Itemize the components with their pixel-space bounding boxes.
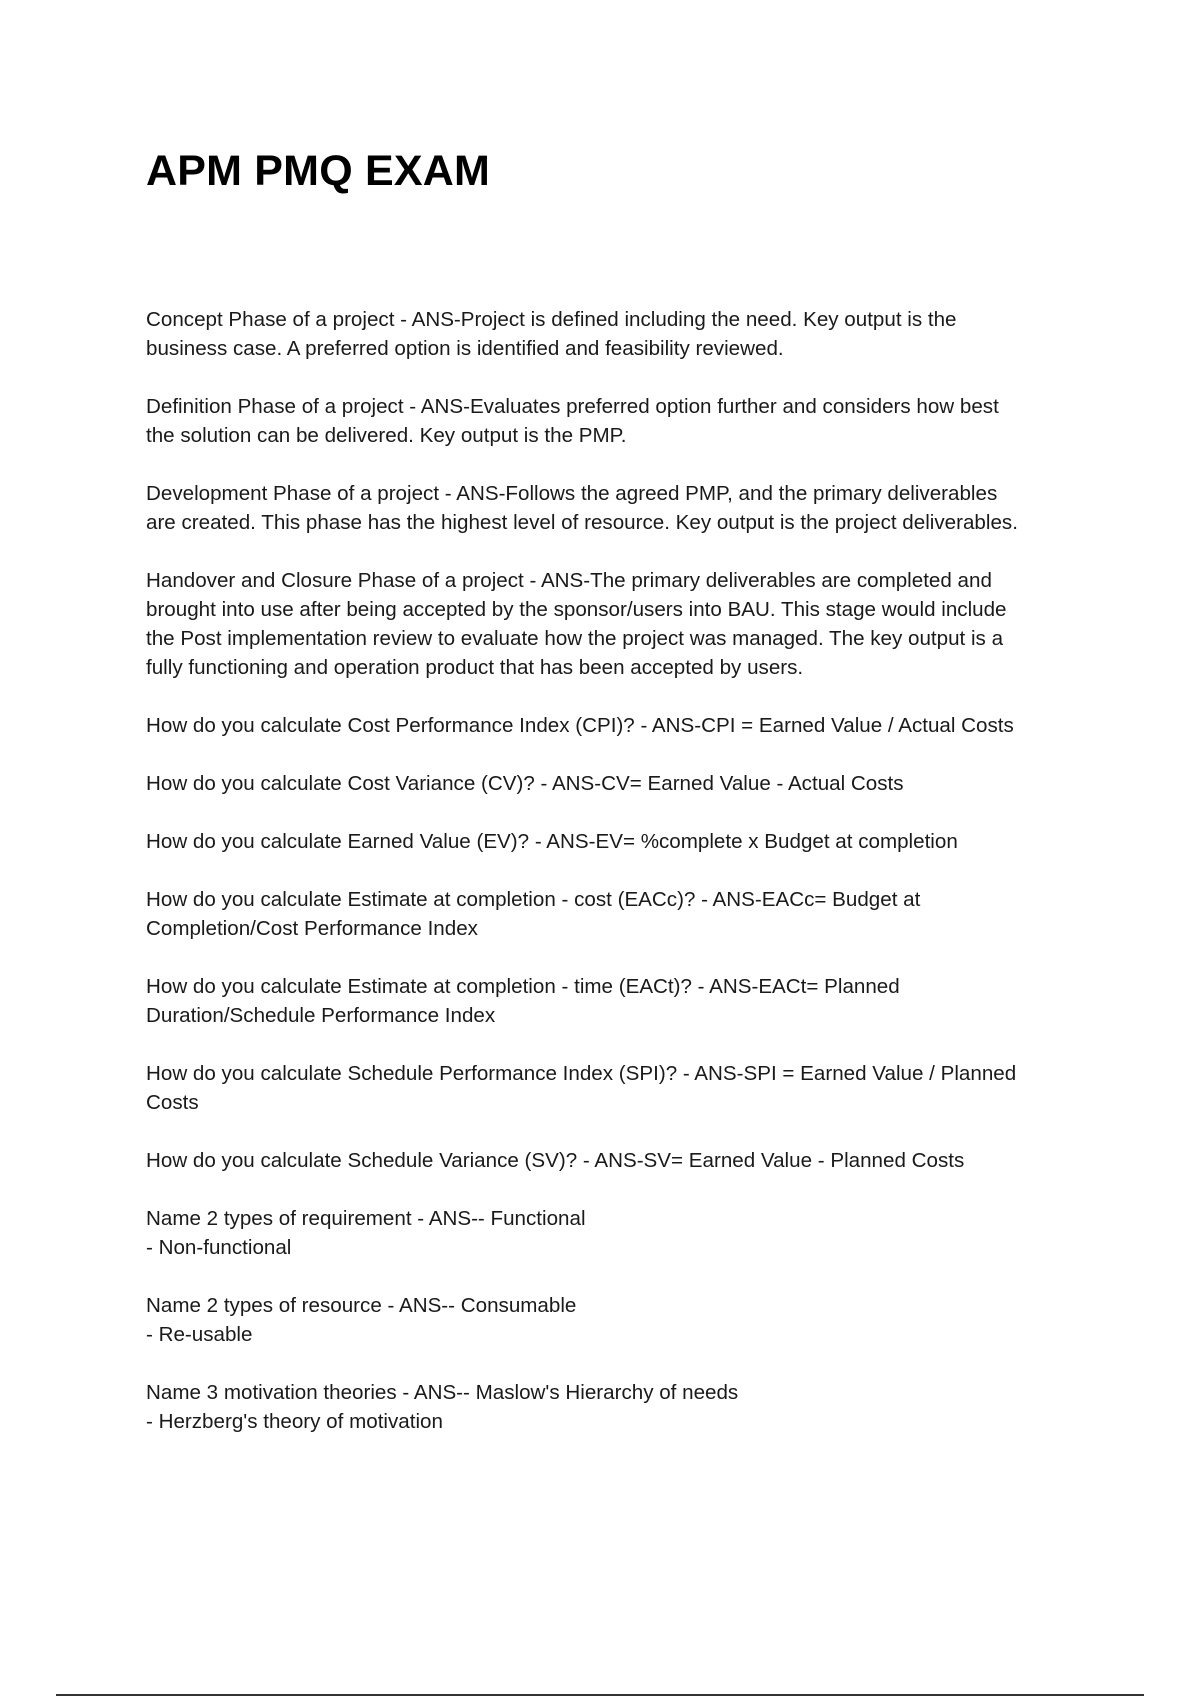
qa-line: How do you calculate Schedule Performance Index (SPI)? - ANS-SPI = Earned Value / Planned <box>146 1062 1017 1085</box>
qa-line: - Non-functional <box>146 1236 292 1259</box>
qa-line: Handover and Closure Phase of a project - ANS-The primary deliverables are completed and <box>146 569 992 592</box>
qa-item-definition-phase <box>146 392 1096 450</box>
qa-item-cv <box>146 769 1096 798</box>
qa-line: - Re-usable <box>146 1323 253 1346</box>
qa-item-requirement-types <box>146 1204 1096 1262</box>
qa-line: Name 2 types of resource - ANS-- Consumable <box>146 1294 577 1317</box>
qa-line: brought into use after being accepted by the sponsor/users into BAU. This stage would include <box>146 598 1007 621</box>
qa-item-spi <box>146 1059 1096 1117</box>
document-title: APM PMQ EXAM <box>146 147 491 195</box>
qa-list <box>146 305 1096 1465</box>
qa-line: the solution can be delivered. Key output is the PMP. <box>146 424 627 447</box>
qa-item-motivation-theories <box>146 1378 1096 1436</box>
qa-item-concept-phase <box>146 305 1096 363</box>
qa-item-sv <box>146 1146 1096 1175</box>
qa-item-cpi <box>146 711 1096 740</box>
qa-line: Definition Phase of a project - ANS-Evaluates preferred option further and considers how best <box>146 395 999 418</box>
qa-line: Concept Phase of a project - ANS-Project is defined including the need. Key output is the <box>146 308 957 331</box>
qa-line: fully functioning and operation product that has been accepted by users. <box>146 656 804 679</box>
qa-line: How do you calculate Earned Value (EV)? - ANS-EV= %complete x Budget at completion <box>146 830 958 853</box>
qa-line: - Herzberg's theory of motivation <box>146 1410 443 1433</box>
qa-item-ev <box>146 827 1096 856</box>
qa-item-handover-closure-phase <box>146 566 1096 682</box>
qa-item-resource-types <box>146 1291 1096 1349</box>
qa-line: Completion/Cost Performance Index <box>146 917 478 940</box>
qa-line: Name 3 motivation theories - ANS-- Maslow's Hierarchy of needs <box>146 1381 739 1404</box>
qa-line: Development Phase of a project - ANS-Follows the agreed PMP, and the primary deliverables <box>146 482 998 505</box>
qa-line: How do you calculate Estimate at completion - time (EACt)? - ANS-EACt= Planned <box>146 975 900 998</box>
qa-line: are created. This phase has the highest level of resource. Key output is the project deliverables. <box>146 511 1018 534</box>
qa-line: business case. A preferred option is identified and feasibility reviewed. <box>146 337 784 360</box>
qa-line: Duration/Schedule Performance Index <box>146 1004 496 1027</box>
qa-line: the Post implementation review to evaluate how the project was managed. The key output is a <box>146 627 1004 650</box>
qa-line: How do you calculate Cost Variance (CV)? - ANS-CV= Earned Value - Actual Costs <box>146 772 904 795</box>
qa-line: Costs <box>146 1091 199 1114</box>
qa-item-development-phase <box>146 479 1096 537</box>
qa-item-eacc <box>146 885 1096 943</box>
qa-line: Name 2 types of requirement - ANS-- Functional <box>146 1207 586 1230</box>
footer-divider <box>56 1694 1144 1696</box>
qa-line: How do you calculate Schedule Variance (SV)? - ANS-SV= Earned Value - Planned Costs <box>146 1149 965 1172</box>
qa-line: How do you calculate Cost Performance Index (CPI)? - ANS-CPI = Earned Value / Actual Costs <box>146 714 1014 737</box>
qa-line: How do you calculate Estimate at completion - cost (EACc)? - ANS-EACc= Budget at <box>146 888 921 911</box>
qa-item-eact <box>146 972 1096 1030</box>
